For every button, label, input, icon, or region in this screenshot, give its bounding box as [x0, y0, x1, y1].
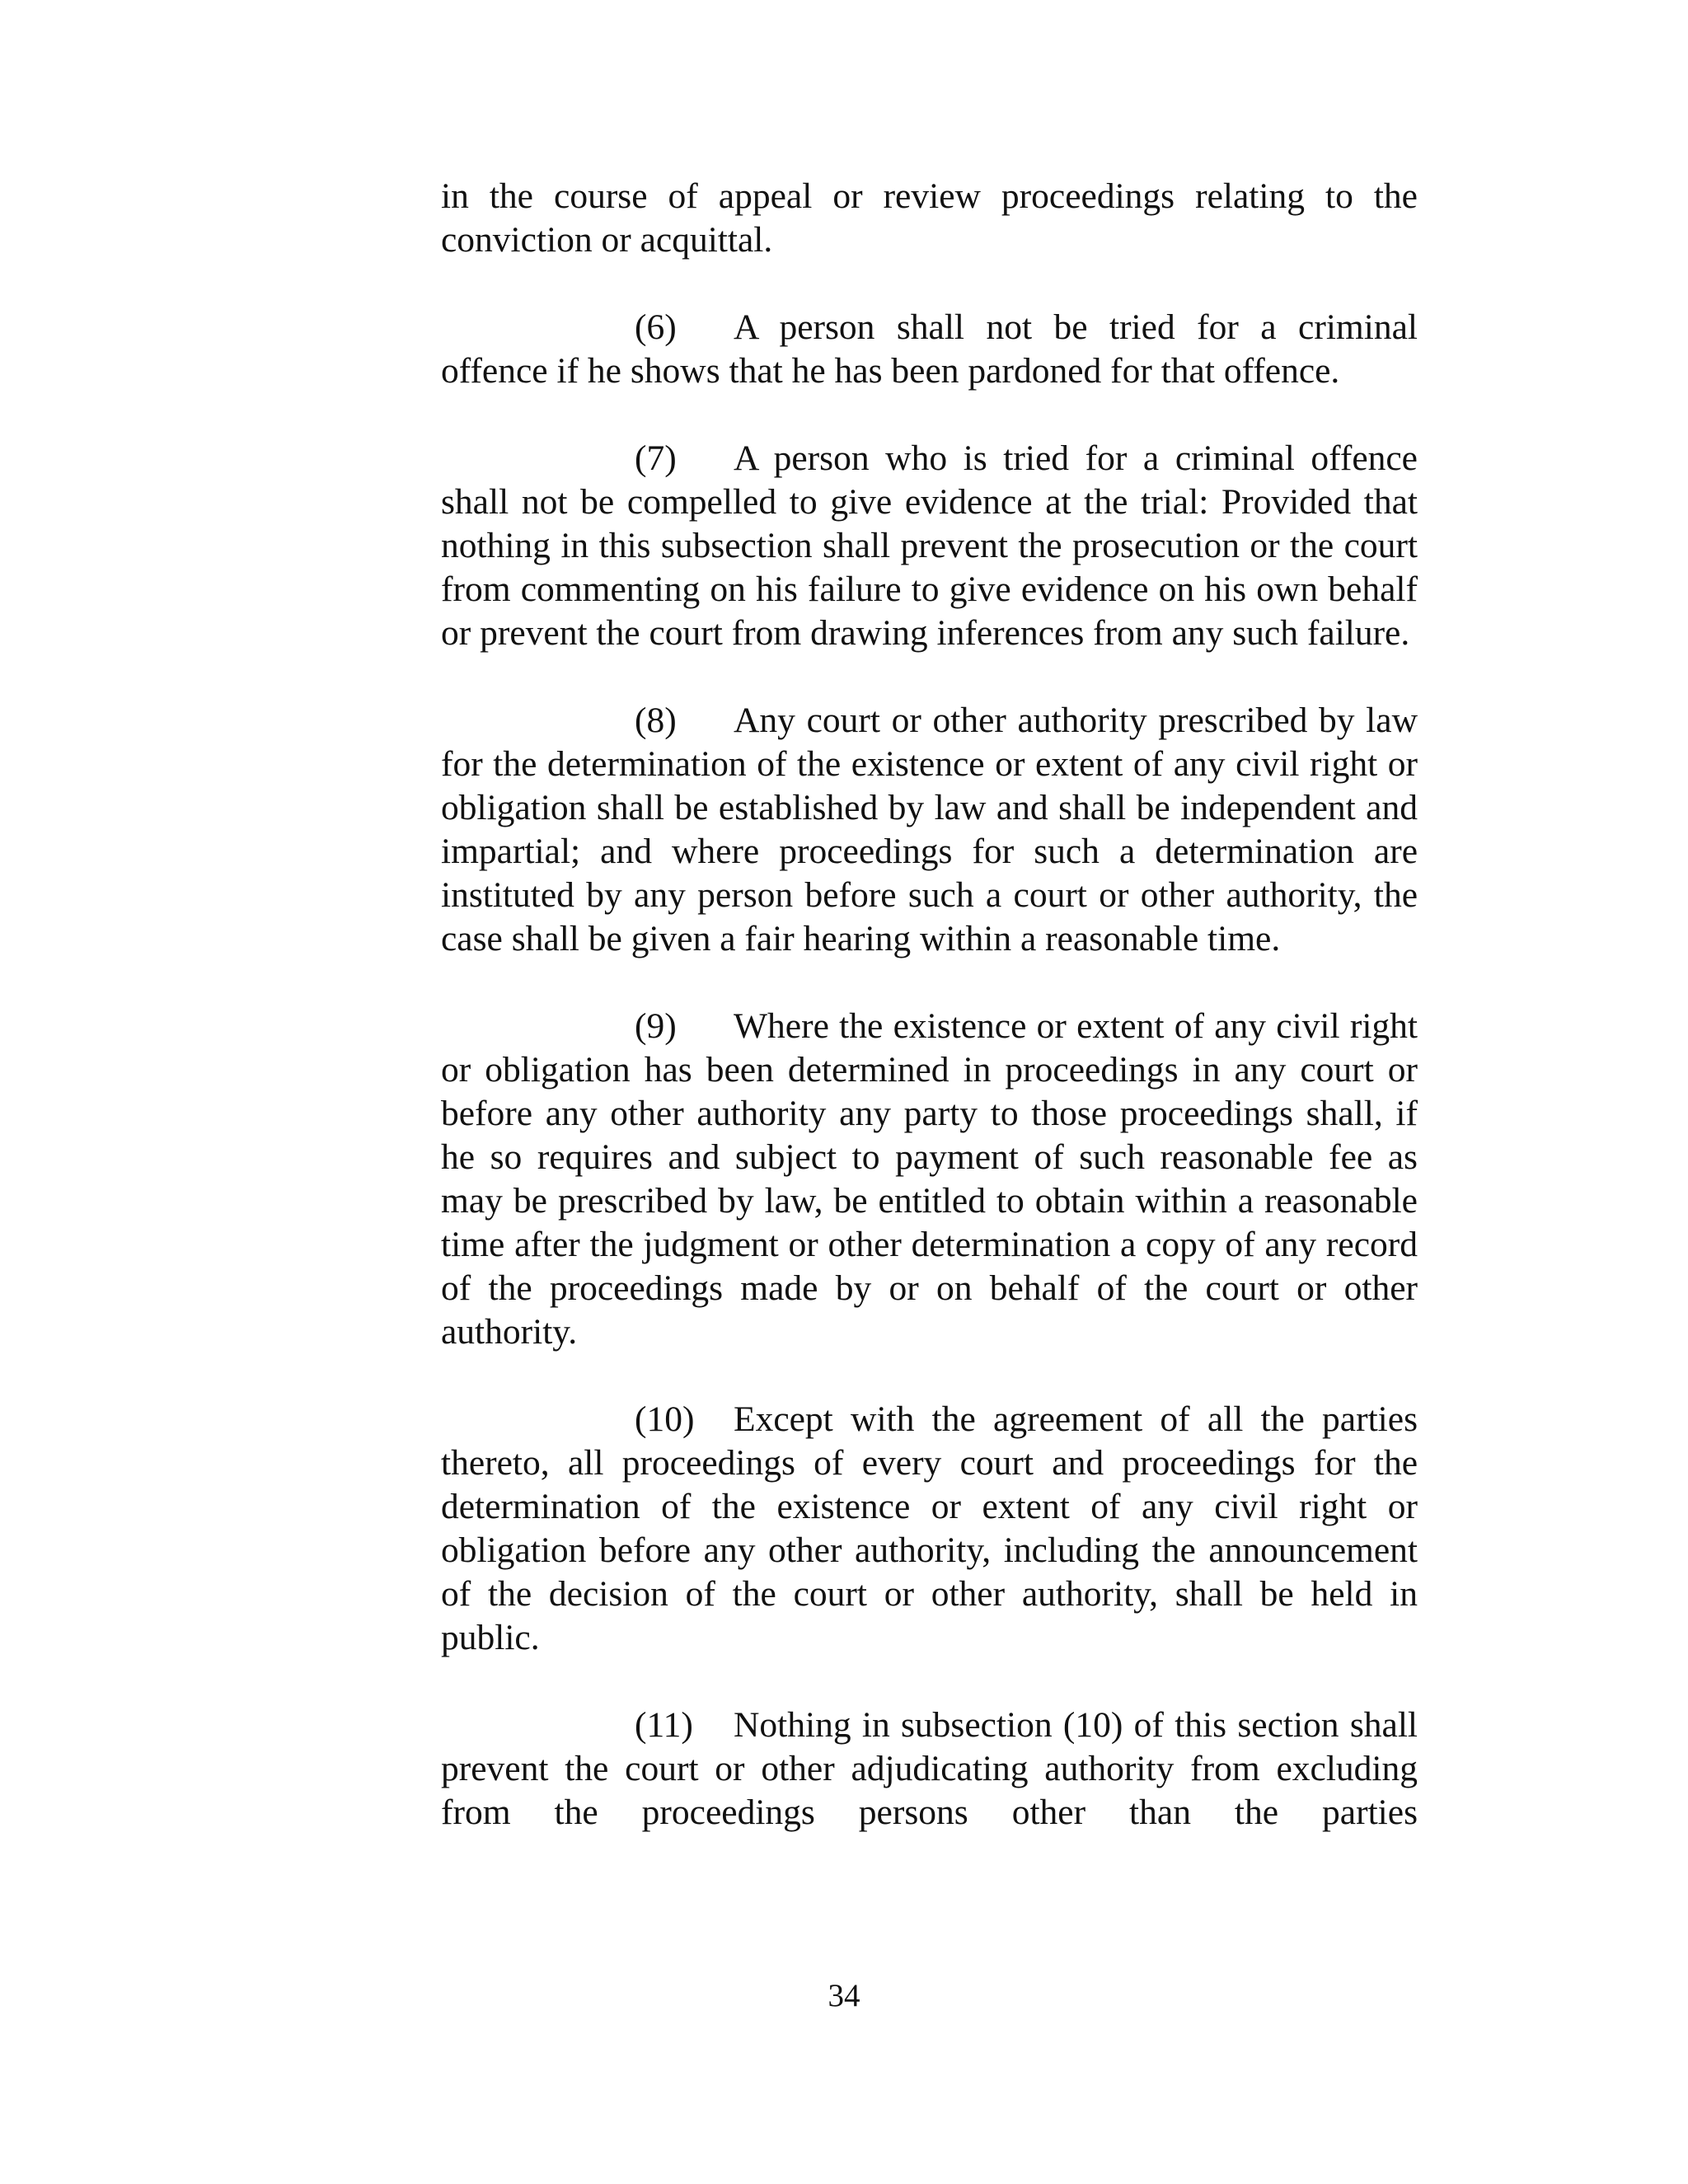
paragraph-text: Except with the agreement of all the parties thereto, all proceedings of every court and proceedings for the determination of the existence or extent of any civil right or obligation before any other authority, including the announcement of the decision of the court or other authority, shall be held in public.	[441, 1399, 1418, 1657]
paragraph-text: in the course of appeal or review proceedings relating to the conviction or acquittal.	[441, 176, 1418, 260]
paragraph-text: A person shall not be tried for a criminal offence if he shows that he has been pardoned for that offence.	[441, 307, 1418, 391]
paragraph-text: Any court or other authority prescribed by law for the determination of the existence or extent of any civil right or obligation shall be established by law and shall be independent and impartial; and where proceedings for such a determination are instituted by any person before such a court or other authority, the case shall be given a fair hearing within a reasonable time.	[441, 701, 1418, 958]
paragraph-text: Where the existence or extent of any civil right or obligation has been determined in proceedings in any court or before any other authority any party to those proceedings shall, if he so requires and subject to payment of such reasonable fee as may be prescribed by law, be entitled to obtain within a reasonable time after the judgment or other determination a copy of any record of the proceedings made by or on behalf of the court or other authority.	[441, 1006, 1418, 1352]
paragraph-subsection-7	[441, 437, 1418, 655]
paragraph-text: A person who is tried for a criminal offence shall not be compelled to give evidence at the trial: Provided that nothing in this subsection shall prevent the prosecution or the court from commenting on his failure to give evidence on his own behalf or prevent the court from drawing inferences from any such failure.	[441, 438, 1418, 653]
body-text	[441, 175, 1418, 1835]
paragraph-continuation	[441, 175, 1418, 262]
page-number: 34	[828, 1978, 860, 2013]
subsection-number: (10)	[635, 1399, 695, 1439]
subsection-number: (6)	[635, 307, 677, 347]
subsection-number: (11)	[635, 1705, 693, 1745]
subsection-number: (9)	[635, 1006, 677, 1046]
paragraph-subsection-9	[441, 1005, 1418, 1354]
paragraph-subsection-6	[441, 306, 1418, 393]
paragraph-subsection-8	[441, 699, 1418, 961]
subsection-number: (7)	[635, 438, 677, 478]
subsection-number: (8)	[635, 701, 677, 740]
paragraph-subsection-10	[441, 1398, 1418, 1660]
paragraph-subsection-11	[441, 1704, 1418, 1835]
paragraph-text: Nothing in subsection (10) of this section shall prevent the court or other adjudicating authority from excluding from the proceedings persons other than the parties	[441, 1705, 1418, 1832]
